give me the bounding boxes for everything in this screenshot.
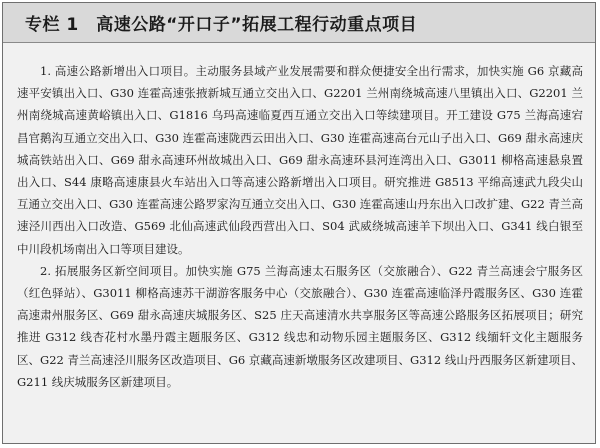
box-content bbox=[3, 43, 595, 393]
box-header bbox=[3, 3, 595, 43]
project-box bbox=[2, 2, 596, 444]
paragraph-service-areas: 2. 拓展服务区新空间项目。加快实施 G75 兰海高速太石服务区（交旅融合）、G22 青兰高速会宁服务区（红色驿站）、G3011 柳格高速苏干湖游客服务中心（交旅融合）、G30 连霍高速临泽丹霞服务区、G30 连霍高速肃州服务区、G69 甜永高速庆城服务区、S25 庄天高速清水共享服务区等高速公路服务区拓展项目；研究推进 G312 线杏花村水墨丹霞主题服务区、G312 线忠和动物乐园主题服务区、G312 线缅轩文化主题服务区、G22 青兰高速泾川服务区改造项目、G6 京藏高速新墩服务区改建项目、G312 线山丹西服务区新建项目、G211 线庆城服务区新建项目。 bbox=[17, 263, 583, 389]
paragraph-new-interchanges: 1. 高速公路新增出入口项目。主动服务县域产业发展需要和群众便捷安全出行需求，加快实施 G6 京藏高速平安镇出入口、G30 连霍高速张掖新城互通立交出入口、G2201 兰州南绕城高速八里镇出入口、G2201 兰州南绕城高速黄峪镇出入口、G1816 乌玛高速临夏西互通立交出入口等续建项目。开工建设 G75 兰海高速宕昌官鹅沟互通立交出入口、G30 连霍高速陇西云田出入口、G30 连霍高速高台元山子出入口、G69 甜永高速庆城高铁站出入口、G69 甜永高速环州故城出入口、G69 甜永高速环县河连湾出入口、G3011 柳格高速悬泉置出入口、S44 康略高速康县火车站出入口等高速公路新增出入口项目。研究推进 G8513 平绵高速武九段尖山互通立交出入口、G30 连霍高速公路罗家沟互通立交出入口、G30 连霍高速山丹东出入口改扩建、G22 青兰高速泾川西出入口改造、G569 北仙高速武仙段西营出入口、S04 武威绕城高速羊下坝出入口、G341 线白银至中川段机场南出入口等项目建设。 bbox=[17, 64, 583, 256]
box-title: 专栏 1 高速公路“开口子”拓展工程行动重点项目 bbox=[25, 15, 418, 35]
